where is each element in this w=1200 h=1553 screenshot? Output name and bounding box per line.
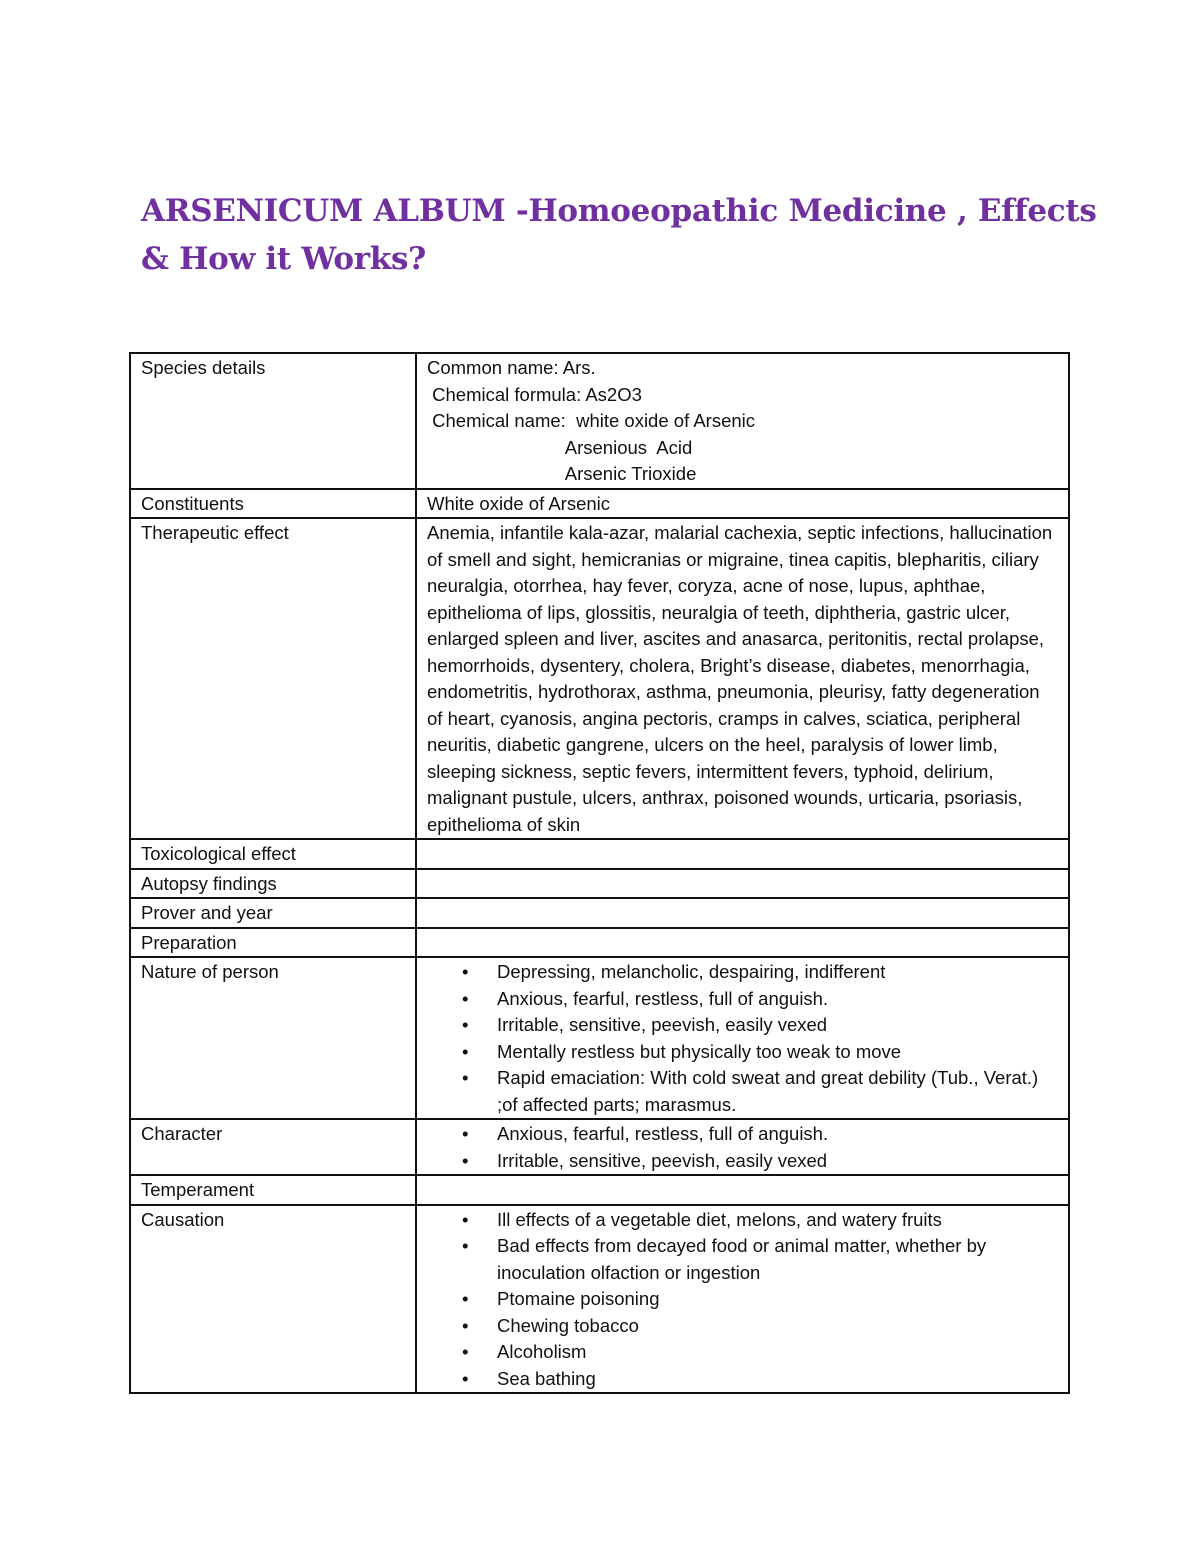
remedy-table: [129, 352, 1070, 1394]
list-item: • Bad effects from decayed food or animal matter, whether by inoculation olfaction or ingestion: [497, 1233, 1058, 1286]
table-row-nature-of-person: [130, 957, 1069, 1119]
row-value: [416, 869, 1069, 899]
row-label: Character: [130, 1119, 416, 1175]
row-label: Causation: [130, 1205, 416, 1394]
row-label: Prover and year: [130, 898, 416, 928]
table-row-character: [130, 1119, 1069, 1175]
table-row-species-details: [130, 353, 1069, 489]
list-item: • Sea bathing: [497, 1366, 1058, 1393]
list-item: • Ill effects of a vegetable diet, melons, and watery fruits: [497, 1207, 1058, 1234]
row-value: [416, 1119, 1069, 1175]
table-row-constituents: [130, 489, 1069, 519]
list-item: • Chewing tobacco: [497, 1313, 1058, 1340]
row-label: Species details: [130, 353, 416, 489]
row-value: [416, 898, 1069, 928]
row-label: Therapeutic effect: [130, 518, 416, 839]
list-item: • Mentally restless but physically too weak to move: [497, 1039, 1058, 1066]
row-value: White oxide of Arsenic: [416, 489, 1069, 519]
list-item: • Irritable, sensitive, peevish, easily vexed: [497, 1148, 1058, 1175]
list-item: • Alcoholism: [497, 1339, 1058, 1366]
species-chemical-name-alt-2: Arsenic Trioxide: [427, 463, 697, 484]
row-value: [416, 957, 1069, 1119]
species-chemical-formula: Chemical formula: As2O3: [427, 383, 642, 405]
bullet-list: [427, 1207, 1058, 1393]
table-row-temperament: [130, 1175, 1069, 1205]
species-chemical-name: Chemical name: white oxide of Arsenic: [427, 410, 756, 431]
row-label: Temperament: [130, 1175, 416, 1205]
species-common-name: Common name: Ars.: [427, 357, 596, 378]
row-label: Toxicological effect: [130, 839, 416, 869]
bullet-list: [427, 959, 1058, 1118]
row-label: Constituents: [130, 489, 416, 519]
list-item: • Rapid emaciation: With cold sweat and great debility (Tub., Verat.) ;of affected parts; marasmus.: [497, 1065, 1058, 1118]
list-item: • Depressing, melancholic, despairing, indifferent: [497, 959, 1058, 986]
bullet-list: [427, 1121, 1058, 1174]
document-title: ARSENICUM ALBUM -Homoeopathic Medicine , Effects & How it Works?: [141, 193, 1097, 277]
row-value: [416, 1205, 1069, 1394]
list-item: • Irritable, sensitive, peevish, easily vexed: [497, 1012, 1058, 1039]
row-value: [416, 928, 1069, 958]
row-value: [416, 1175, 1069, 1205]
list-item: • Anxious, fearful, restless, full of anguish.: [497, 1121, 1058, 1148]
table-row-therapeutic-effect: [130, 518, 1069, 839]
row-label: Nature of person: [130, 957, 416, 1119]
species-chemical-name-alt-1: Arsenious Acid: [427, 436, 693, 458]
row-value: Anemia, infantile kala-azar, malarial cachexia, septic infections, hallucination of smell and sight, hemicranias or migraine, tinea capitis, blepharitis, ciliary neuralgia, otorrhea, hay fever, coryza, acne of nose, lupus, aphthae, epithelioma of lips, glossitis, neuralgia of teeth, diphtheria, gastric ulcer, enlarged spleen and liver, ascites and anasarca, peritonitis, rectal prolapse, hemorrhoids, dysentery, cholera, Bright’s disease, diabetes, menorrhagia, endometritis, hydrothorax, asthma, pneumonia, pleurisy, fatty degeneration of heart, cyanosis, angina pectoris, cramps in calves, sciatica, peripheral neuritis, diabetic gangrene, ulcers on the heel, paralysis of lower limb, sleeping sickness, septic fevers, intermittent fevers, typhoid, delirium, malignant pustule, ulcers, anthrax, poisoned wounds, urticaria, psoriasis, epithelioma of skin: [416, 518, 1069, 839]
table-row-preparation: [130, 928, 1069, 958]
table-row-autopsy-findings: [130, 869, 1069, 899]
list-item: • Anxious, fearful, restless, full of anguish.: [497, 986, 1058, 1013]
table-row-toxicological-effect: [130, 839, 1069, 869]
row-value: [416, 839, 1069, 869]
row-label: Autopsy findings: [130, 869, 416, 899]
table-row-causation: [130, 1205, 1069, 1394]
row-label: Preparation: [130, 928, 416, 958]
list-item: • Ptomaine poisoning: [497, 1286, 1058, 1313]
row-value: [416, 353, 1069, 489]
table-row-prover-and-year: [130, 898, 1069, 928]
